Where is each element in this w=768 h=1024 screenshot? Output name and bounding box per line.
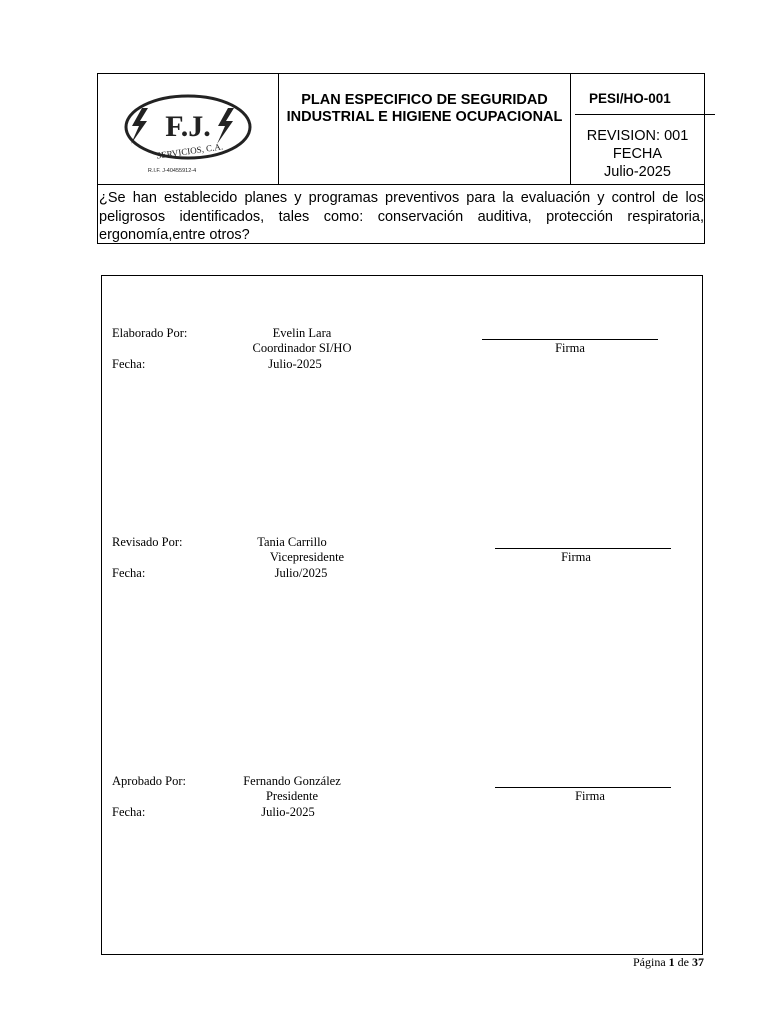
code-cell [571, 74, 704, 184]
fecha-value: Julio-2025 [604, 164, 671, 180]
role-label: Revisado Por: [112, 535, 183, 549]
document-code: PESI/HO-001 [589, 91, 671, 106]
date-label: Fecha: [112, 566, 146, 580]
role-label: Aprobado Por: [112, 774, 186, 788]
signer-title: Vicepresidente [269, 550, 345, 564]
signature-line [495, 787, 671, 788]
of-word: de [677, 955, 689, 969]
firma-label: Firma [555, 341, 585, 355]
signer-name: Evelin Lara [272, 326, 332, 340]
logo-sub-text: SERVICIOS, C.A. [155, 141, 224, 161]
date-label: Fecha: [112, 357, 146, 371]
company-logo [98, 74, 279, 184]
page-word: Página [633, 955, 666, 969]
document-title: PLAN ESPECIFICO DE SEGURIDAD INDUSTRIAL E HIGIENE OCUPACIONAL [279, 74, 571, 184]
page-number: 1 [668, 955, 675, 969]
logo-cell [98, 74, 279, 184]
question-text: ¿Se han establecido planes y programas preventivos para la evaluación y control de los peligrosos identificados, tales como: conservación auditiva, protección respiratoria, ergonomía,entre otros? [98, 184, 704, 243]
role-label: Elaborado Por: [112, 326, 188, 340]
signer-title: Coordinador SI/HO [252, 341, 352, 355]
signature-line [495, 548, 671, 549]
signer-name: Tania Carrillo [257, 535, 327, 549]
document-header [97, 73, 705, 244]
page-total: 37 [692, 955, 704, 969]
signer-title: Presidente [265, 789, 319, 803]
firma-label: Firma [575, 789, 605, 803]
revision-label: REVISION: 001 [586, 128, 689, 144]
signer-date: Julio-2025 [261, 805, 315, 819]
signature-line [482, 339, 658, 340]
signature-box [101, 275, 703, 955]
date-label: Fecha: [112, 805, 146, 819]
signer-date: Julio/2025 [274, 566, 328, 580]
signer-name: Fernando González [243, 774, 341, 788]
code-divider [575, 114, 715, 115]
firma-label: Firma [561, 550, 591, 564]
signer-date: Julio-2025 [268, 357, 322, 371]
page-footer [633, 955, 704, 970]
logo-rif-text: R.I.F. J-40455912-4 [147, 168, 197, 174]
logo-main-text: F.J. [165, 110, 211, 143]
fecha-label: FECHA [612, 146, 663, 162]
